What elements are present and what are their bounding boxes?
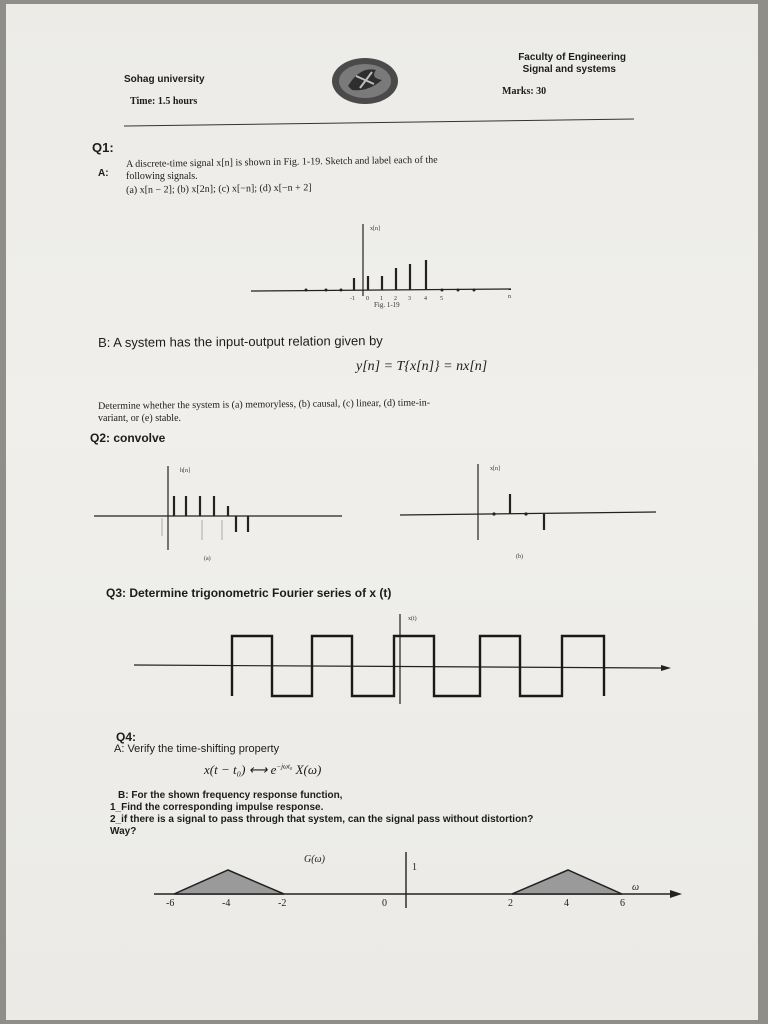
- fig-ylabel: x[n]: [370, 226, 380, 232]
- q4-left-triangle: [174, 870, 284, 894]
- q4-graph-peak: 1: [412, 862, 417, 873]
- q1-part-b-determine-line1: Determine whether the system is (a) memoryless, (b) causal, (c) linear, (d) time-in-: [98, 397, 431, 412]
- q2-right-ylabel: x[n]: [490, 466, 500, 472]
- q4-tick-minus-6: -6: [166, 898, 175, 909]
- fig-tick-0: 0: [366, 296, 369, 302]
- faculty-text: Faculty of Engineering: [518, 52, 626, 63]
- q2-left-ylabel: h[n]: [180, 468, 190, 474]
- course-text: Signal and systems: [522, 64, 616, 75]
- q1-label: Q1:: [92, 140, 114, 155]
- q4-part-a-equation: [204, 762, 321, 778]
- q1-part-b-equation: y[n] = T{x[n]} = nx[n]: [356, 359, 488, 374]
- fig-tick-n: n: [508, 294, 511, 300]
- time-text: Time: 1.5 hours: [130, 96, 198, 107]
- q4-tick-4: 4: [564, 898, 569, 909]
- q4-graph-label: G(ω): [304, 854, 325, 865]
- q4-item-2: 2_if there is a signal to pass through that system, can the signal pass without distortion?: [110, 814, 534, 825]
- q2-right-stem-plot: [398, 460, 668, 560]
- q1-part-a-line2: following signals.: [126, 171, 198, 182]
- q4-label: Q4:: [116, 730, 137, 744]
- marks-text: Marks: 30: [502, 86, 547, 97]
- fig-1-19-caption: Fig. 1-19: [374, 301, 400, 309]
- q1-part-a-line1: A discrete-time signal x[n] is shown in Fig. 1-19. Sketch and label each of the: [126, 154, 438, 170]
- q4-tick-6: 6: [620, 898, 625, 909]
- q1-part-b-text: B: A system has the input-output relation given by: [98, 333, 383, 350]
- q4-right-triangle: [512, 870, 622, 894]
- q4-tick-2: 2: [508, 898, 513, 909]
- q4-tick-minus-4: -4: [222, 898, 231, 909]
- q4-equation-exponent: −jωt₀: [276, 762, 293, 771]
- university-text: Sohag university: [124, 74, 205, 85]
- q2-label: Q2: convolve: [90, 431, 166, 445]
- q4-tick-minus-2: -2: [278, 898, 287, 909]
- q4-axis-label: ω: [632, 882, 640, 893]
- fig-tick-2: 2: [394, 296, 397, 302]
- q3-t-axis: [134, 665, 661, 668]
- q2-left-stem-plot: [92, 460, 352, 560]
- q3-label: Q3: Determine trigonometric Fourier series of x (t): [106, 586, 392, 600]
- q4-frequency-response-plot: [146, 844, 706, 924]
- fig-tick-5: 5: [440, 296, 443, 302]
- fig-1-19-stems: [354, 260, 426, 290]
- q4-equation-left: x(t − t₀) ⟷ e: [204, 762, 277, 777]
- q4-equation-right: X(ω): [295, 762, 322, 777]
- exam-paper: [6, 4, 758, 1020]
- university-logo-icon: [330, 56, 400, 106]
- fig-tick-3: 3: [408, 296, 411, 302]
- q3-square-wave-plot: [126, 608, 676, 708]
- q4-item-1: 1_Find the corresponding impulse response.: [110, 802, 324, 813]
- q2-right-caption: (b): [516, 554, 523, 560]
- q4-part-a-text: A: Verify the time-shifting property: [114, 743, 280, 755]
- fig-tick-1: 1: [380, 296, 383, 302]
- q1-part-b-determine-line2: variant, or (e) stable.: [98, 413, 182, 424]
- q4-tick-0: 0: [382, 898, 387, 909]
- fig-tick-4: 4: [424, 296, 427, 302]
- q1-part-a-label: A:: [98, 168, 109, 179]
- q2-left-caption: (a): [204, 556, 211, 562]
- q1-part-a-line3: (a) x[n − 2]; (b) x[2n]; (c) x[−n]; (d) x[−n + 2]: [126, 182, 312, 196]
- fig-tick-minus-1: -1: [350, 296, 355, 302]
- q3-ylabel: x(t): [408, 616, 417, 622]
- q4-part-b-text: B: For the shown frequency response function,: [118, 790, 343, 801]
- header-divider: [124, 116, 644, 128]
- q4-item-2-cont: Way?: [110, 826, 137, 837]
- fig-1-19-stem-plot: [246, 220, 526, 310]
